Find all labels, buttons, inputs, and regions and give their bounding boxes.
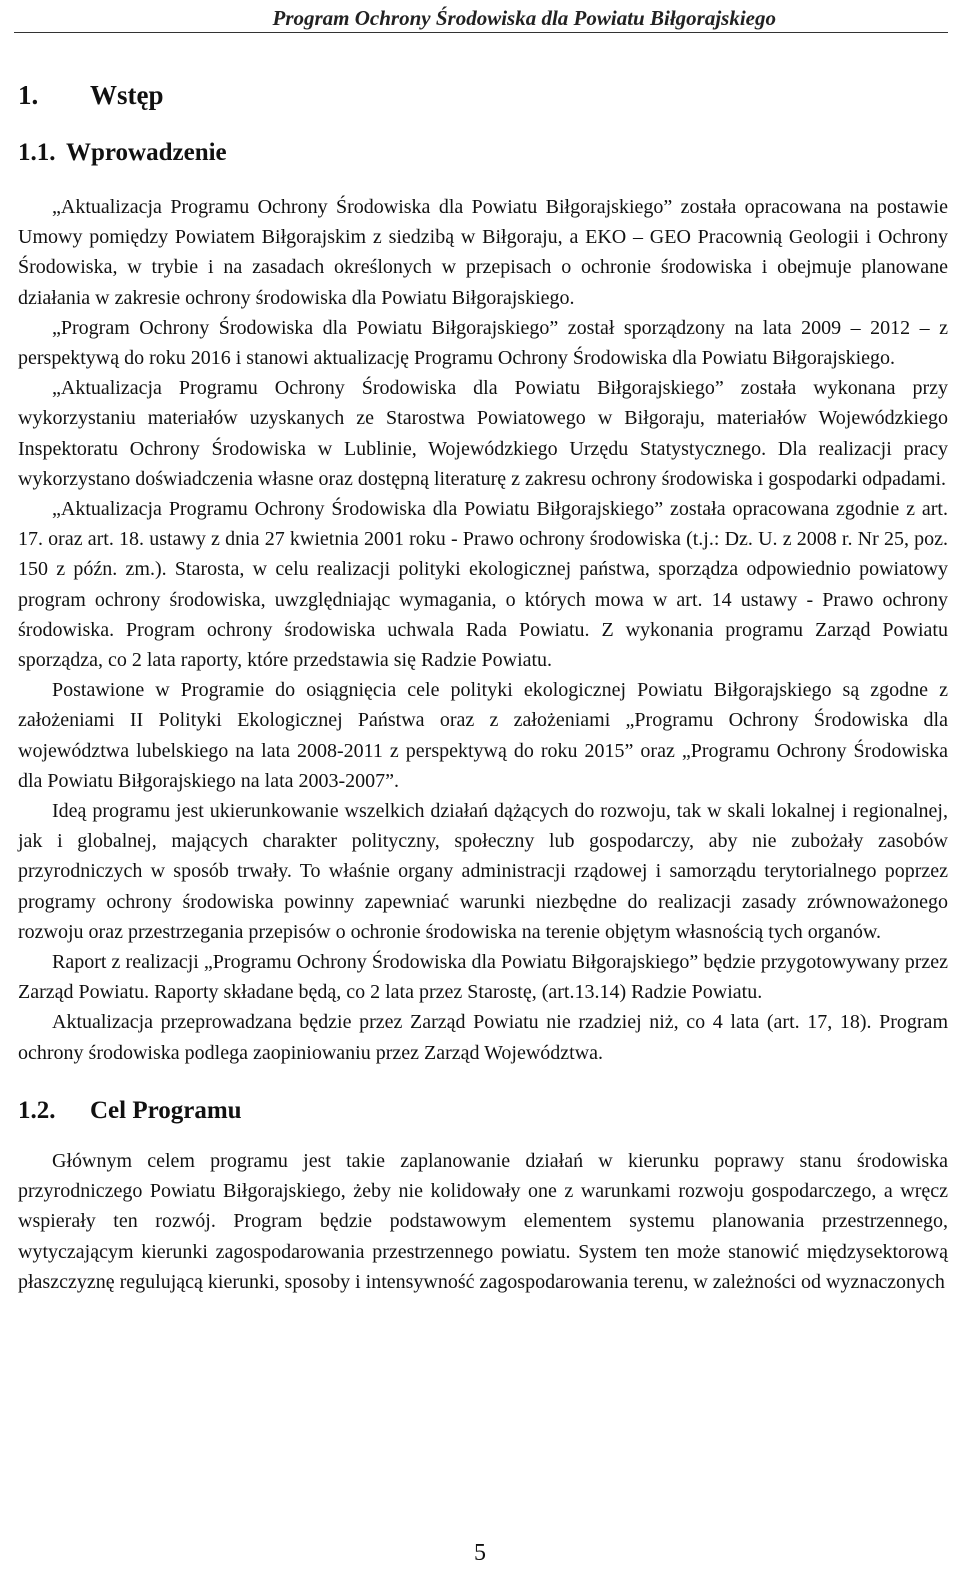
- paragraph: Raport z realizacji „Programu Ochrony Środowiska dla Powiatu Biłgorajskiego” będzie przygotowywany przez Zarząd Powiatu. Raporty składane będą, co 2 lata przez Starostę, (art.13.14) Radzie Powiatu.: [18, 951, 948, 1004]
- subsection-number: 1.2.: [18, 1096, 56, 1124]
- paragraph: „Aktualizacja Programu Ochrony Środowiska dla Powiatu Biłgorajskiego” została wykonana przy wykorzystaniu materiałów uzyskanych ze Starostwa Powiatowego w Biłgoraju, materiałów Wojewódzkiego Inspektoratu Ochrony Środowiska w Lublinie, Wojewódzkiego Urzędu Statystycznego. Dla realizacji pracy wykorzystano doświadczenia własne oraz dostępną literaturę z zakresu ochrony środowiska i gospodarki odpadami.: [18, 377, 948, 490]
- subsection-number: 1.1.: [18, 139, 56, 166]
- running-header: Program Ochrony Środowiska dla Powiatu Biłgorajskiego: [272, 6, 776, 30]
- subsection-heading-intro: [18, 136, 948, 170]
- paragraph: „Program Ochrony Środowiska dla Powiatu Biłgorajskiego” został sporządzony na lata 2009 – 2012 – z perspektywą do roku 2016 i stanowi aktualizację Programu Ochrony Środowiska dla Powiatu Biłgorajskiego.: [18, 316, 948, 370]
- section-title: Wstęp: [90, 80, 164, 110]
- paragraph: Głównym celem programu jest takie zaplanowanie działań w kierunku poprawy stanu środowiska przyrodniczego Powiatu Biłgorajskiego, żeby nie kolidowały one z warunkami rozwoju gospodarczego, a wręcz wspierały ten rozwój. Program będzie podstawowym elementem systemu planowania przestrzennego, wytyczającym kierunki zagospodarowania przestrzennego powiatu. System ten może stanowić międzysektorową płaszczyznę regulującą kierunki, sposoby i intensywność zagospodarowania terenu, w zależności od wyznaczonych: [18, 1149, 948, 1293]
- paragraph: „Aktualizacja Programu Ochrony Środowiska dla Powiatu Biłgorajskiego” została opracowana na postawie Umowy pomiędzy Powiatem Biłgorajskim z siedzibą w Biłgoraju, a EKO – GEO Pracownią Geologii i Ochrony Środowiska, w trybie i na zasadach określonych w przepisach o ochronie środowiska i obejmuje planowane działania w zakresie ochrony środowiska dla Powiatu Biłgorajskiego.: [18, 196, 948, 309]
- document-body: [18, 76, 948, 1297]
- paragraph: Ideą programu jest ukierunkowanie wszelkich działań dążących do rozwoju, tak w skali lokalnej i regionalnej, jak i globalnej, mających charakter polityczny, społeczny lub gospodarczy, aby nie zubożały zasobów przyrodniczych w sposób trwały. To właśnie organy administracji rządowej i samorządu terytorialnego poprzez programy ochrony środowiska powinny zapewniać warunki niezbędne do realizacji zasady zrównoważonego rozwoju oraz przestrzegania przepisów o ochronie środowiska na terenie objętym własnością tych organów.: [18, 800, 948, 943]
- paragraph: Aktualizacja przeprowadzana będzie przez Zarząd Powiatu nie rzadziej niż, co 4 lata (art. 17, 18). Program ochrony środowiska podlega zaopiniowaniu przez Zarząd Województwa.: [18, 1011, 948, 1064]
- paragraph: Postawione w Programie do osiągnięcia cele polityki ekologicznej Powiatu Biłgorajskiego są zgodne z założeniami II Polityki Ekologicznej Państwa oraz z założeniami „Programu Ochrony Środowiska dla województwa lubelskiego na lata 2008-2011 z perspektywą do roku 2015” oraz „Programu Ochrony Środowiska dla Powiatu Biłgorajskiego na lata 2003-2007”.: [18, 679, 948, 792]
- page-number: 5: [474, 1540, 486, 1566]
- subsection-heading-goal: [18, 1094, 948, 1128]
- paragraph: „Aktualizacja Programu Ochrony Środowiska dla Powiatu Biłgorajskiego” została opracowana zgodnie z art. 17. oraz art. 18. ustawy z dnia 27 kwietnia 2001 roku - Prawo ochrony środowiska (t.j.: Dz. U. z 2008 r. Nr 25, poz. 150 z późn. zm.). Starosta, w celu realizacji polityki ekologicznej państwa, sporządza odpowiednio powiatowy program ochrony środowiska, uwzględniając wymagania, o których mowa w art. 14 ustawy - Prawo ochrony środowiska. Program ochrony środowiska uchwala Rada Powiatu. Z wykonania programu Zarząd Powiatu sporządza, co 2 lata raporty, które przedstawia się Radzie Powiatu.: [18, 498, 948, 672]
- header-divider: [14, 32, 948, 33]
- subsection-title: Wprowadzenie: [66, 139, 227, 166]
- section-number: 1.: [18, 80, 39, 110]
- subsection-title: Cel Programu: [90, 1096, 242, 1124]
- section-heading: [18, 76, 948, 114]
